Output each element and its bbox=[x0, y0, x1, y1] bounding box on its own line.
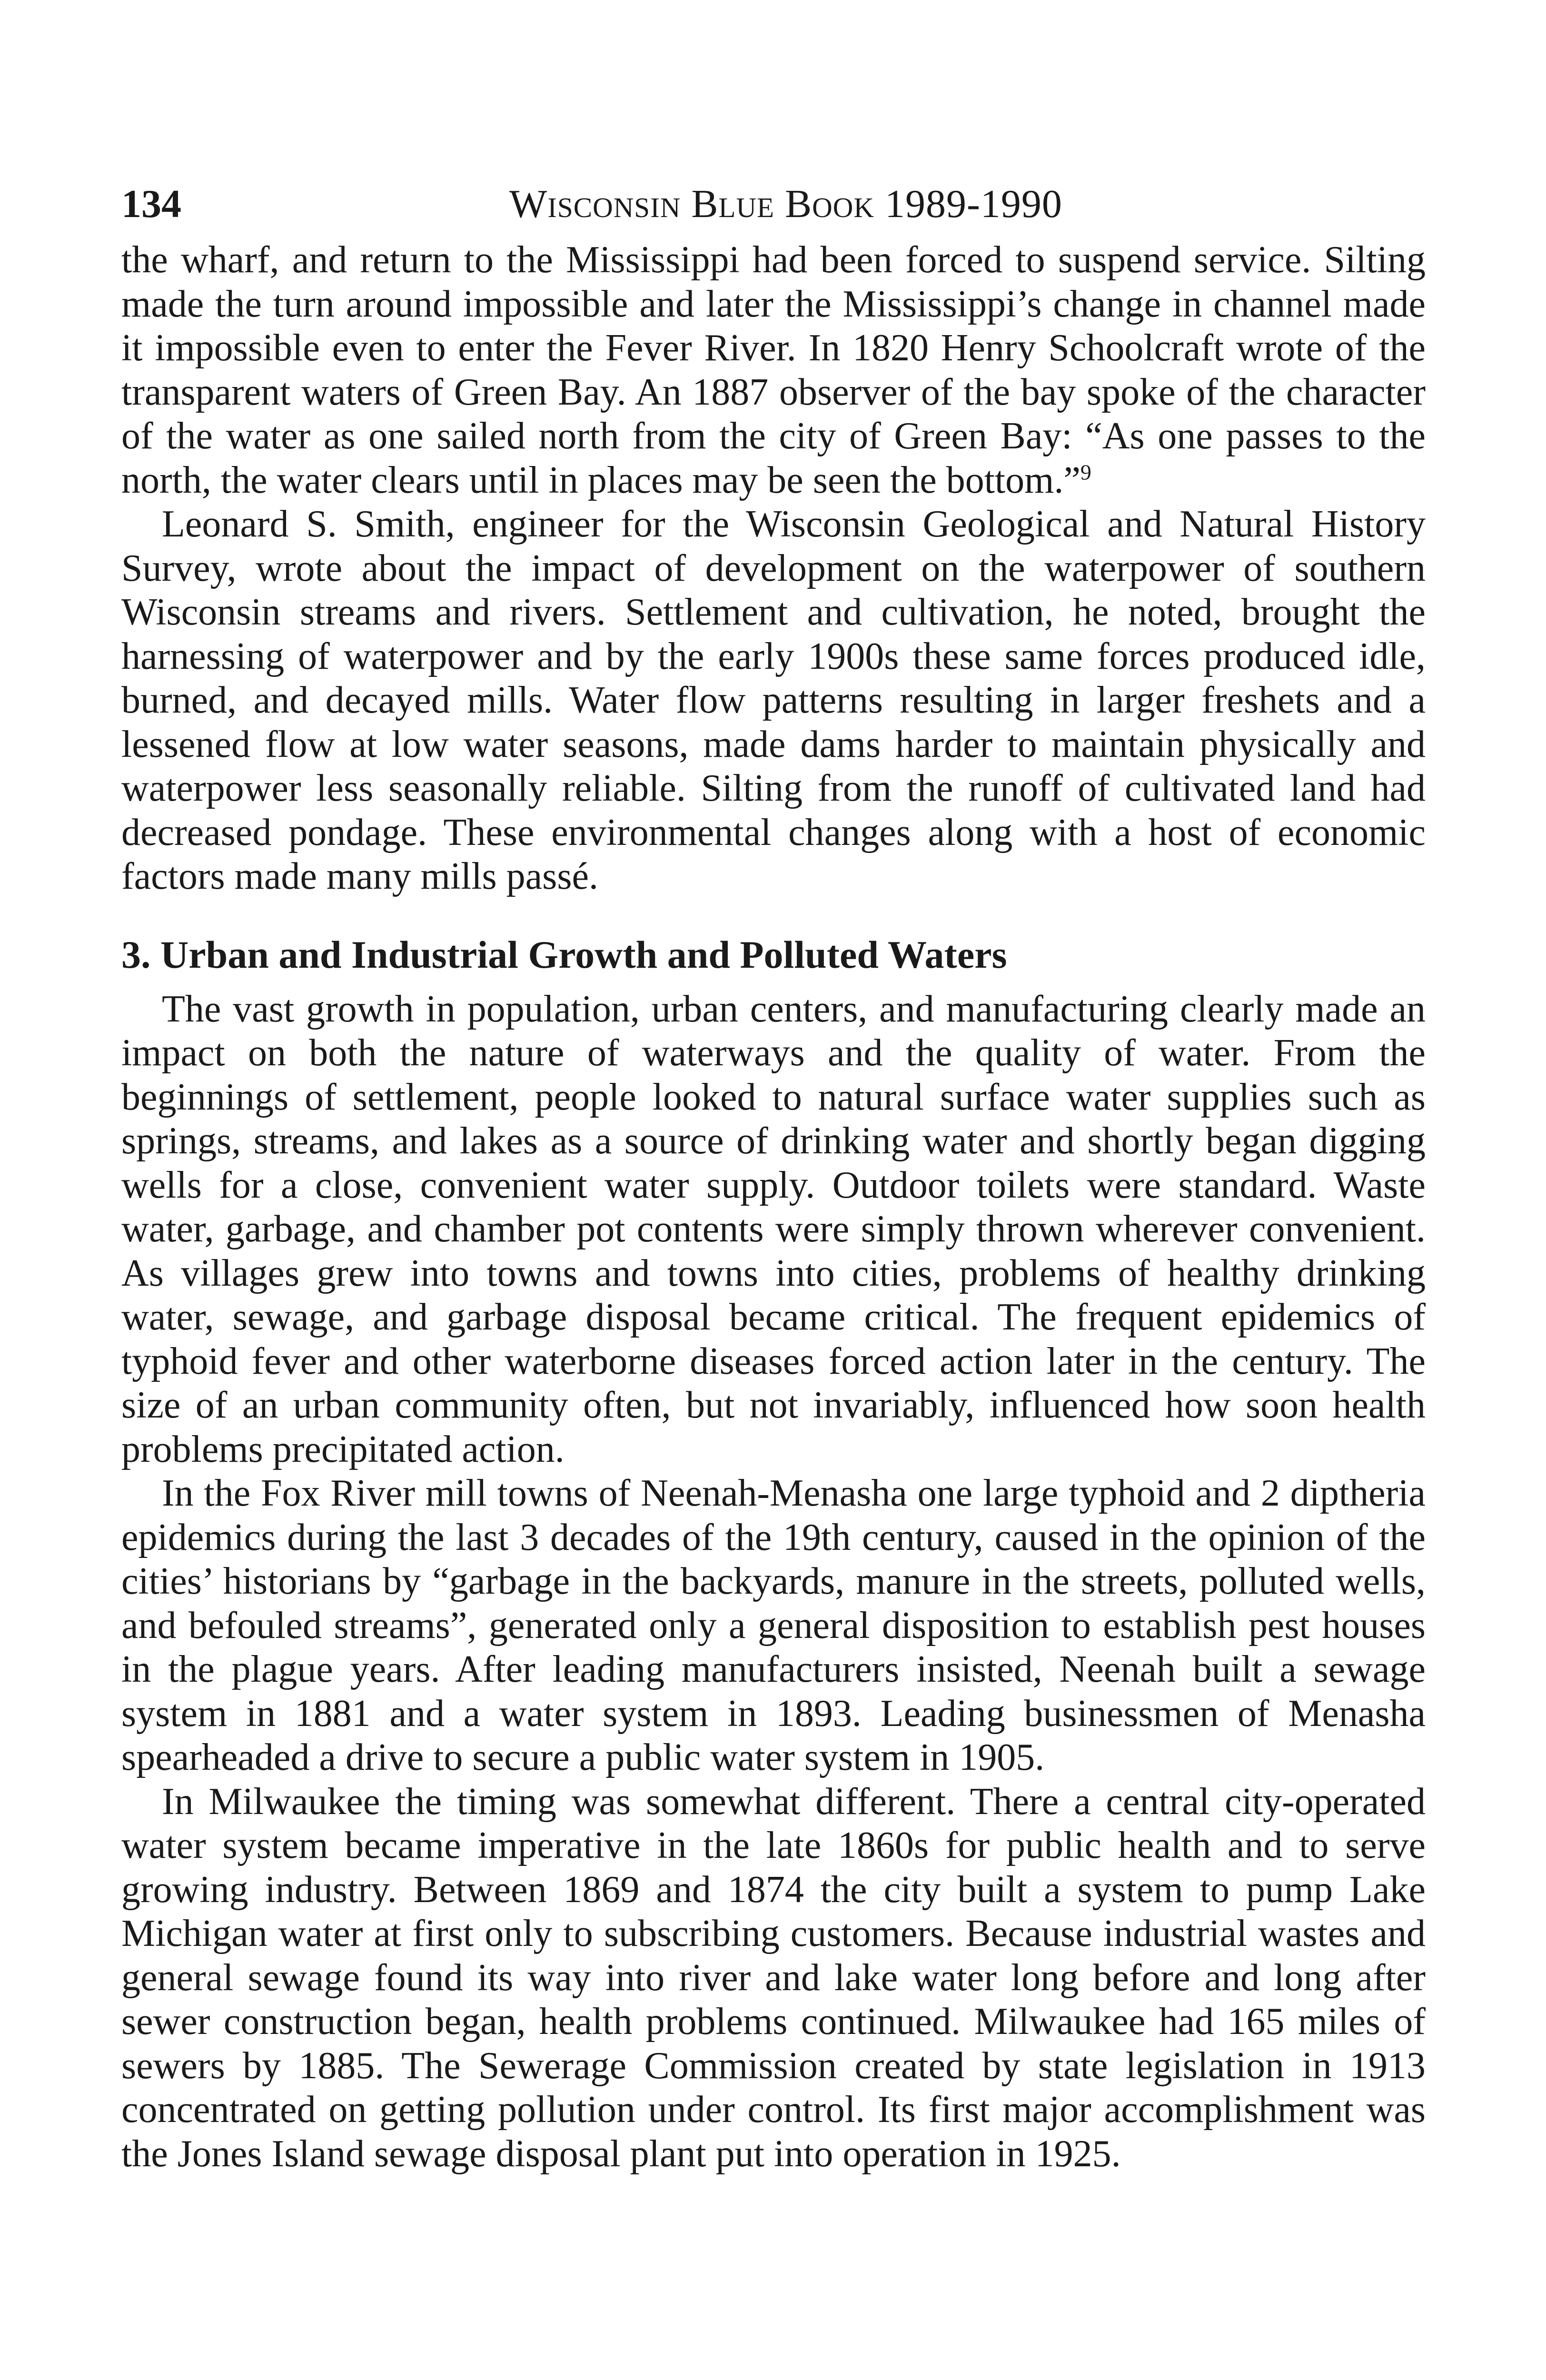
running-head bbox=[121, 181, 1426, 238]
running-title: Wisconsin Blue Book 1989-1990 bbox=[509, 182, 1062, 226]
paragraph-urban-growth: The vast growth in population, urban centers, and manufacturing clearly made an impact on both the nature of waterways and the quality of water. From the beginnings of settlement, people looked to natural surface water supplies such as springs, streams, and lakes as a source of drinking water and shortly began digging wells for a close, convenient water supply. Outdoor toilets were standard. Waste water, garbage, and chamber pot contents were simply thrown wherever convenient. As villages grew into towns and towns into cities, problems of healthy drinking water, sewage, and garbage disposal became critical. The frequent epidemics of typhoid fever and other waterborne diseases forced action later in the century. The size of an urban community often, but not invariably, influenced how soon health problems precipitated action. bbox=[121, 988, 1426, 1470]
page-number: 134 bbox=[121, 182, 181, 226]
paragraph-milwaukee: In Milwaukee the timing was somewhat different. There a central city-operated water system became imperative in the late 1860s for public health and to serve growing industry. Between 1869 and 1874 the city built a system to pump Lake Michigan water at first only to subscribing customers. Because industrial wastes and general sewage found its way into river and lake water long before and long after sewer construction began, health problems continued. Milwaukee had 165 miles of sewers by 1885. The Sewerage Commission created by state legislation in 1913 concentrated on getting pollution under control. Its first major accomplishment was the Jones Island sewage disposal plant put into operation in 1925. bbox=[121, 1780, 1426, 2175]
paragraph-neenah-menasha: In the Fox River mill towns of Neenah-Menasha one large typhoid and 2 diptheria epidemics during the last 3 decades of the 19th century, caused in the opinion of the cities’ historians by “garbage in the backyards, manure in the streets, polluted wells, and befouled streams”, generated only a general disposition to establish pest houses in the plague years. After leading manufacturers insisted, Neenah built a sewage system in 1881 and a water system in 1893. Leading businessmen of Menasha spearheaded a drive to secure a public water system in 1905. bbox=[121, 1472, 1426, 1778]
footnote-reference: 9 bbox=[1080, 459, 1091, 484]
paragraph-continuation bbox=[121, 238, 1426, 502]
section-heading: 3. Urban and Industrial Growth and Polluted Waters bbox=[121, 932, 1007, 976]
paragraph-text: the wharf, and return to the Mississippi had been forced to suspend service. Silting made the turn around impossible and later the Mississippi’s change in channel made it impossible even to enter the Fever River. In 1820 Henry Schoolcraft wrote of the transparent waters of Green Bay. An 1887 observer of the bay spoke of the character of the water as one sailed north from the city of Green Bay: “As one passes to the north, the water clears until in places may be seen the bottom.” bbox=[121, 239, 1426, 501]
book-page bbox=[121, 181, 1426, 2176]
paragraph-leonard-smith: Leonard S. Smith, engineer for the Wisconsin Geological and Natural History Survey, wrote about the impact of development on the waterpower of southern Wisconsin streams and rivers. Settlement and cultivation, he noted, brought the harnessing of waterpower and by the early 1900s these same forces produced idle, burned, and decayed mills. Water flow patterns resulting in larger freshets and a lessened flow at low water seasons, made dams harder to maintain physically and waterpower less seasonally reliable. Silting from the runoff of cultivated land had decreased pondage. These environmental changes along with a host of economic factors made many mills passé. bbox=[121, 503, 1426, 897]
